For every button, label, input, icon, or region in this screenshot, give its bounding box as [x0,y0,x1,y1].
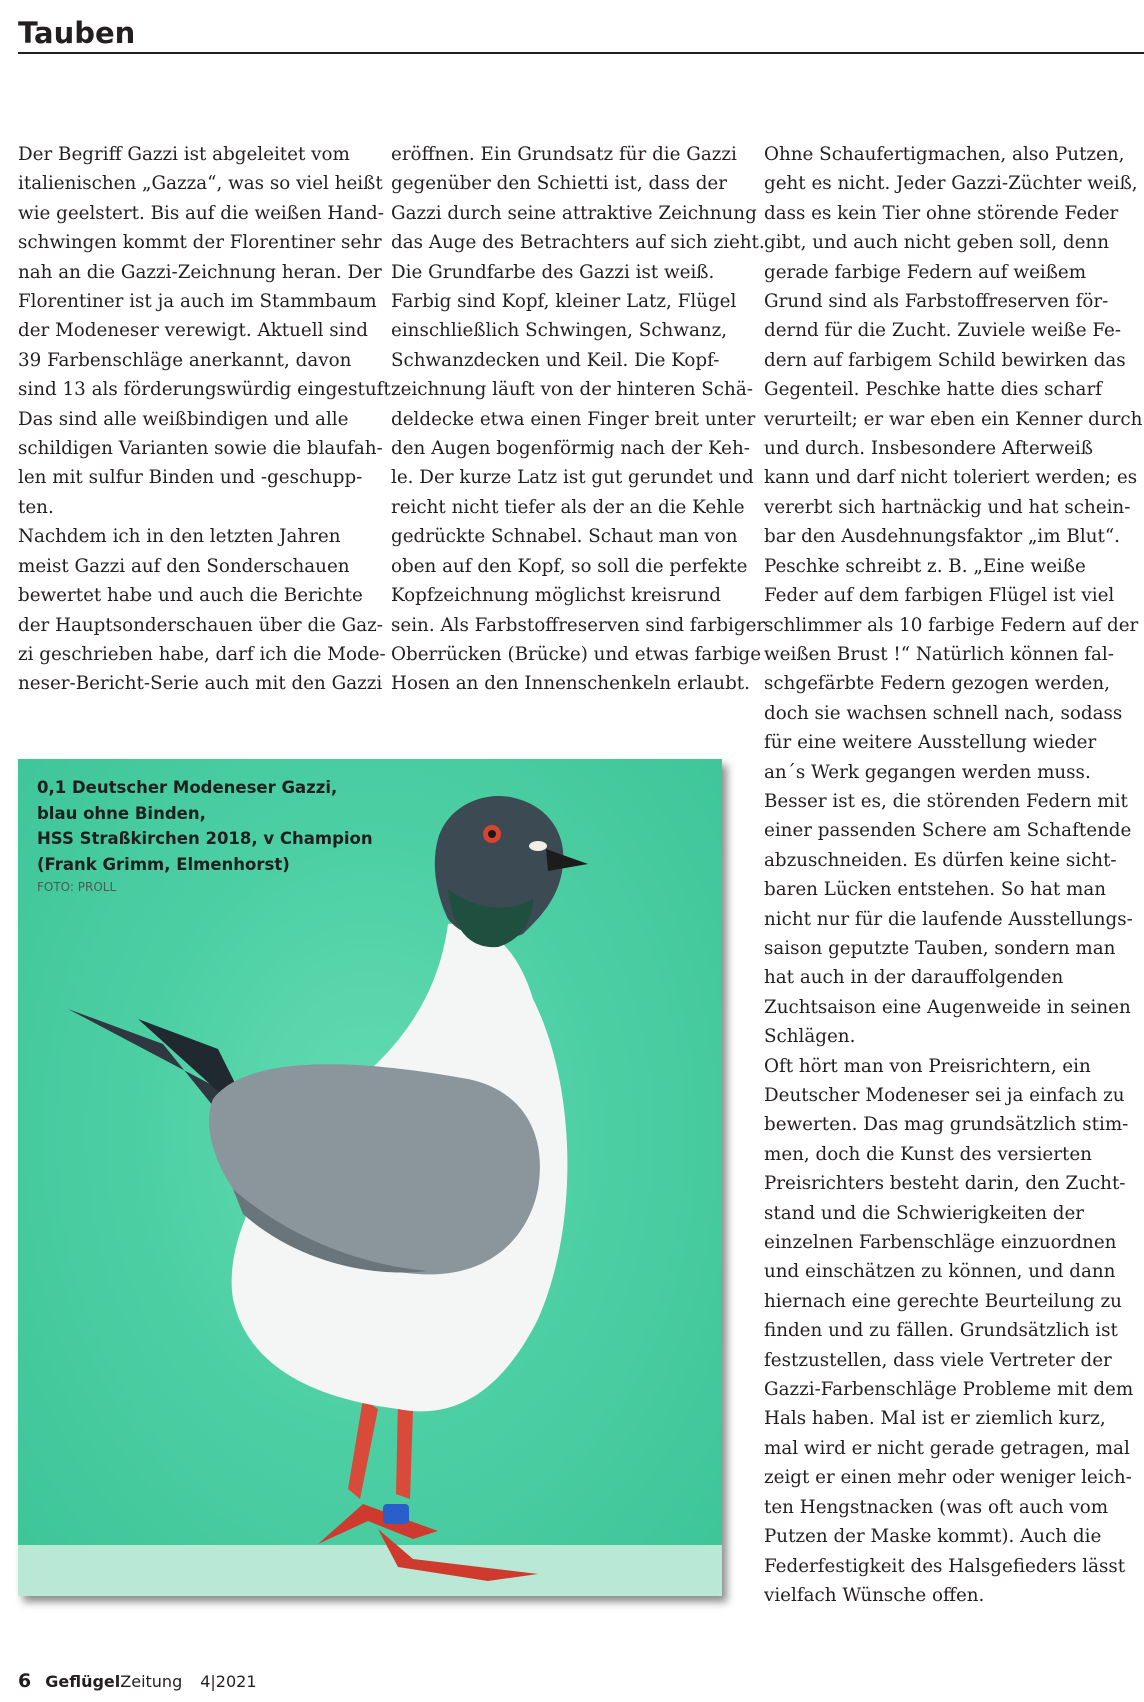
text-line: Oberrücken (Brücke) und etwas farbige [391,643,762,665]
article-column-3 [764,140,1143,1610]
text-line: weißen Brust !“ Natürlich können fal- [764,643,1114,665]
text-line: dass es kein Tier ohne störende Feder [764,202,1119,224]
text-line: deldecke etwa einen Finger breit unter [391,408,756,430]
text-line: zeigt er einen mehr oder weniger leich- [764,1467,1132,1489]
issue-number: 4|2021 [200,1672,257,1691]
text-line: le. Der kurze Latz ist gut gerundet und [391,467,754,489]
text-line: ten. [18,496,54,518]
text-line: und einschätzen zu können, und dann [764,1261,1116,1283]
text-line: Deutscher Modeneser sei ja einfach zu [764,1085,1125,1106]
text-line: finden und zu fällen. Grundsätzlich ist [764,1320,1118,1342]
text-line: Gazzi-Farbenschläge Probleme mit dem [764,1379,1134,1401]
text-line: doch sie wachsen schnell nach, sodass [764,702,1123,724]
caption-line: 0,1 Deutscher Modeneser Gazzi, [37,778,338,797]
text-line: Federfestigkeit des Halsgefieders lässt [764,1555,1126,1577]
text-line: das Auge des Betrachters auf sich zieht. [391,232,765,254]
pigeon-beak [546,849,588,871]
text-line: Nachdem ich in den letzten Jahren [18,526,341,548]
text-line: vererbt sich hartnäckig und hat schein- [764,496,1131,518]
text-line: meist Gazzi auf den Sonderschauen [18,555,350,577]
text-line: Gegenteil. Peschke hatte dies scharf [764,379,1102,401]
text-line: Schwanzdecken und Keil. Die Kopf- [391,349,720,371]
article-column-2 [391,140,766,699]
text-line: Ohne Schaufertigmachen, also Putzen, [764,144,1125,165]
text-line: Hals haben. Mal ist er ziemlich kurz, [764,1408,1106,1430]
text-line: an´s Werk gegangen werden muss. [764,761,1091,783]
text-line: einschließlich Schwingen, Schwanz, [391,320,728,342]
text-line: nicht nur für die laufende Ausstellungs- [764,908,1133,930]
text-line: Der Begriff Gazzi ist abgeleitet vom [18,144,350,165]
text-line: hiernach eine gerechte Beurteilung zu [764,1290,1122,1312]
text-line: Preisrichters besteht darin, den Zucht- [764,1173,1126,1195]
text-line: stand und die Schwierigkeiten der [764,1202,1085,1224]
text-line: saison geputzte Tauben, sondern man [764,937,1116,959]
text-line: abzuschneiden. Es dürfen keine sicht- [764,849,1117,871]
text-line: Oft hört man von Preisrichtern, ein [764,1055,1091,1077]
text-line: gegenüber den Schietti ist, dass der [391,173,727,195]
text-line: Das sind alle weißbindigen und alle [18,408,349,430]
text-line: len mit sulfur Binden und -geschupp- [18,467,363,489]
text-line: Grund sind als Farbstoffreserven för- [764,291,1109,313]
text-line: Florentiner ist ja auch im Stammbaum [18,291,377,313]
text-line: einzelnen Farbenschläge einzuordnen [764,1232,1117,1254]
text-line: einer passenden Schere am Schaftende [764,820,1132,842]
text-line: schlimmer als 10 farbige Federn auf der [764,614,1139,636]
text-line: neser-Bericht-Serie auch mit den Gazzi [18,673,383,695]
text-line: Hosen an den Innenschenkeln erlaubt. [391,673,750,695]
text-line: men, doch die Kunst des versierten [764,1143,1092,1165]
text-line: Besser ist es, die störenden Federn mit [764,790,1128,812]
text-line: schildigen Varianten sowie die blaufah- [18,438,383,460]
text-line: schwingen kommt der Florentiner sehr [18,232,382,254]
text-line: italienischen „Gazza“, was so viel heißt [18,173,383,195]
text-line: oben auf den Kopf, so soll die perfekte [391,555,748,577]
text-line: dern auf farbigem Schild bewirken das [764,349,1126,371]
text-line: sind 13 als förderungswürdig eingestuft. [18,379,397,401]
text-line: sein. Als Farbstoffreserven sind farbiger [391,614,766,636]
photo-floor [18,1545,722,1596]
text-line: zi geschrieben habe, darf ich die Mode- [18,643,386,665]
text-line: Farbig sind Kopf, kleiner Latz, Flügel [391,291,737,313]
text-line: 39 Farbenschläge anerkannt, davon [18,349,352,371]
magazine-name-bold: Geflügel [45,1672,121,1691]
pigeon-leg [348,1399,378,1499]
text-line: gerade farbige Federn auf weißem [764,261,1087,283]
text-line: für eine weitere Ausstellung wieder [764,732,1097,754]
text-line: Putzen der Maske kommt). Auch die [764,1526,1102,1548]
text-line: wie geelstert. Bis auf die weißen Hand- [18,202,384,224]
header-divider [18,52,1144,54]
text-line: gibt, und auch nicht geben soll, denn [764,232,1109,254]
text-line: zeichnung läuft von der hinteren Schä- [391,379,753,401]
text-line: der Hauptsonderschauen über die Gaz- [18,614,383,636]
text-line: geht es nicht. Jeder Gazzi-Züchter weiß, [764,173,1138,195]
text-line: festzustellen, dass viele Vertreter der [764,1349,1112,1371]
text-line: kann und darf nicht toleriert werden; es [764,467,1138,489]
pigeon-cere [529,841,547,851]
text-line: schgefärbte Federn gezogen werden, [764,673,1110,695]
page-footer [18,1670,257,1692]
pigeon-foot [318,1504,438,1544]
photo-caption [37,775,373,897]
text-line: dernd für die Zucht. Zuviele weiße Fe- [764,320,1122,342]
text-line: Gazzi durch seine attraktive Zeichnung [391,202,757,224]
caption-line: blau ohne Binden, [37,803,206,823]
text-line: gedrückte Schnabel. Schaut man von [391,526,738,548]
text-line: bewertet habe und auch die Berichte [18,585,363,607]
text-line: vielfach Wünsche offen. [764,1584,985,1606]
text-line: hat auch in der darauffolgenden [764,967,1064,989]
text-line: und durch. Insbesondere Afterweiß [764,438,1093,460]
text-line: Zuchtsaison eine Augenweide in seinen [764,996,1131,1018]
text-line: ten Hengstnacken (was oft auch vom [764,1496,1109,1518]
caption-line: (Frank Grimm, Elmenhorst) [37,854,290,874]
text-line: der Modeneser verewigt. Aktuell sind [18,320,368,342]
text-line: nah an die Gazzi-Zeichnung heran. Der [18,261,382,283]
text-line: Feder auf dem farbigen Flügel ist viel [764,585,1115,607]
magazine-name-regular: Zeitung [120,1672,183,1691]
article-column-1 [18,140,397,699]
text-line: Peschke schreibt z. B. „Eine weiße [764,555,1086,577]
text-line: Schlägen. [764,1026,856,1048]
text-line: bar den Ausdehnungsfaktor „im Blut“. [764,526,1120,548]
text-line: baren Lücken entstehen. So hat man [764,879,1107,901]
text-line: eröffnen. Ein Grundsatz für die Gazzi [391,144,737,165]
pigeon-photo [18,759,722,1596]
page-number: 6 [18,1670,32,1692]
text-line: den Augen bogenförmig nach der Keh- [391,438,750,460]
caption-line: HSS Straßkirchen 2018, v Champion [37,829,373,848]
section-title: Tauben [18,16,136,50]
text-line: reicht nicht tiefer als der an die Kehle [391,496,745,518]
text-line: Kopfzeichnung möglichst kreisrund [391,585,721,607]
photo-credit: FOTO: PROLL [37,880,117,894]
text-line: bewerten. Das mag grundsätzlich stim- [764,1114,1129,1136]
text-line: mal wird er nicht gerade getragen, mal [764,1437,1130,1459]
leg-ring [383,1504,409,1524]
text-line: verurteilt; er war eben ein Kenner durch [764,408,1143,430]
text-line: Die Grundfarbe des Gazzi ist weiß. [391,261,715,283]
